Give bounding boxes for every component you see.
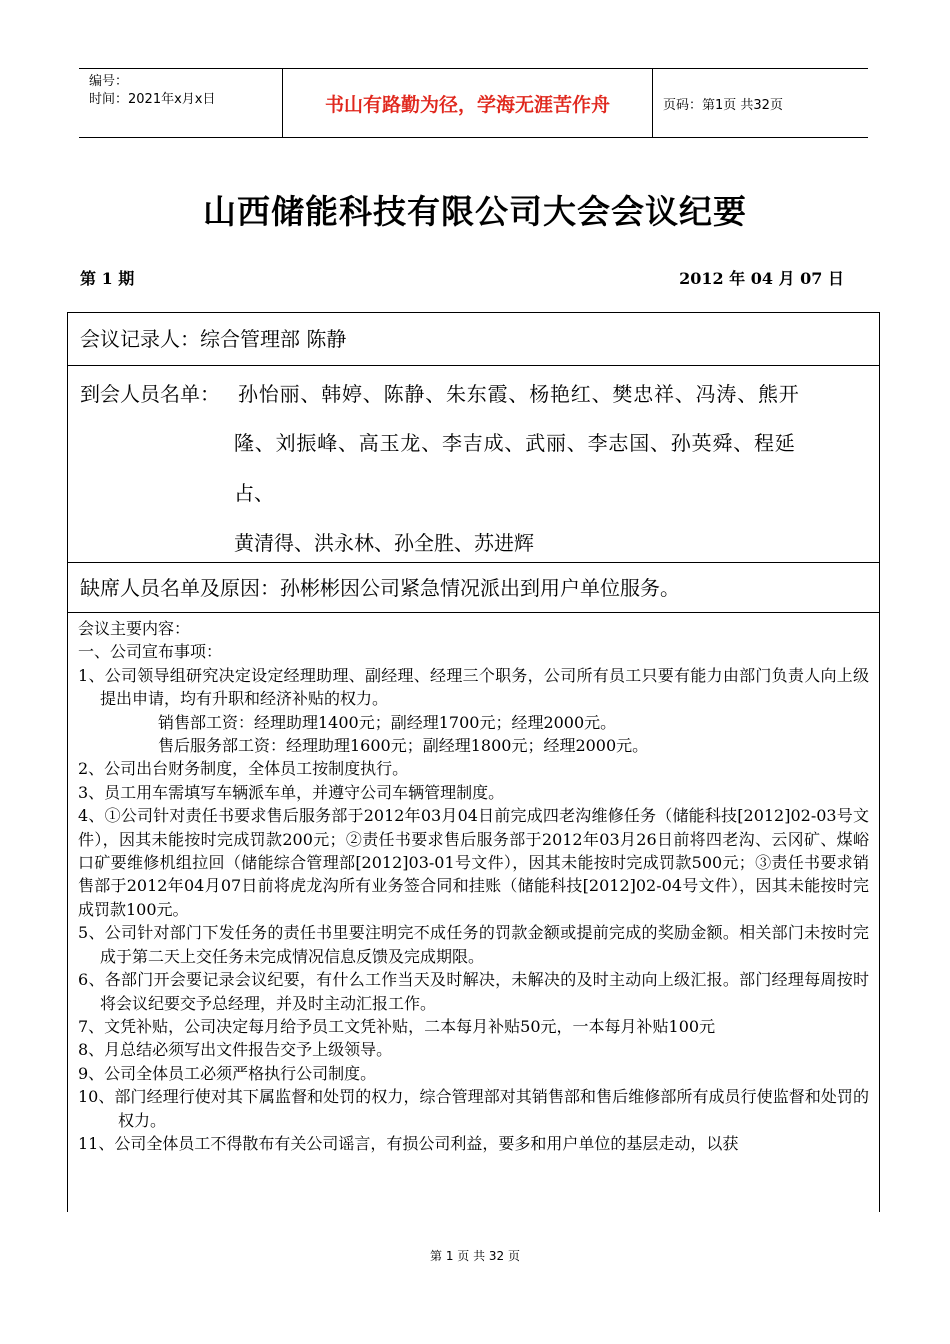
recorder-row: 会议记录人：综合管理部 陈静 — [68, 313, 879, 366]
document-number-label: 编号： — [89, 74, 129, 89]
list-item: 6、各部门开会要记录会议纪要，有什么工作当天及时解决，未解决的及时主动向上级汇报。部门经理每周按时将会议纪要交予总经理，并及时主动汇报工作。 — [78, 970, 869, 1013]
attendees-line: 黄清得、洪永林、孙全胜、苏进辉 — [234, 531, 534, 555]
meeting-content — [68, 613, 879, 1213]
list-item: 2、公司出台财务制度，全体员工按制度执行。 — [78, 759, 409, 779]
section-heading: 一、公司宣布事项： — [78, 642, 223, 662]
issue-number: 第 1 期 — [80, 269, 135, 288]
list-item: 10、部门经理行使对其下属监督和处罚的权力，综合管理部对其销售部和售后维修部所有成员行使监督和处罚的权力。 — [78, 1087, 869, 1130]
attendees-line: 孙怡丽、韩婷、陈静、朱东霞、杨艳红、樊忠祥、冯涛、熊开 — [238, 382, 800, 406]
header-meta — [79, 69, 282, 137]
list-item: 3、员工用车需填写车辆派车单，并遵守公司车辆管理制度。 — [78, 782, 505, 802]
list-item: 11、公司全体员工不得散布有关公司谣言，有损公司利益，要多和用户单位的基层走动，以获 — [78, 1133, 739, 1153]
list-item: 4、①公司针对责任书要求售后服务部于2012年03月04日前完成四老沟维修任务（储能科技[2012]02-03号文件），因其未能按时完成罚款200元；②责任书要求售后服务部于2012年03月26日前将四老沟、云冈矿、煤峪口矿要维修机组拉回（储能综合管理部[2012]03-01号文件），因其未能按时完成罚款500元；③责任书要求销售部于2012年04月07日前将虎龙沟所有业务签合同和挂账（储能科技[2012]02-04号文件），因其未能按时完成罚款100元。 — [78, 806, 869, 919]
minutes-table — [67, 312, 880, 1212]
header-page-label: 页码：第1页 共32页 — [663, 97, 783, 113]
list-item: 8、月总结必须写出文件报告交予上级领导。 — [78, 1040, 393, 1060]
page-header — [79, 68, 868, 138]
header-motto: 书山有路勤为径，学海无涯苦作舟 — [282, 69, 653, 137]
attendees-line: 占、 — [234, 481, 274, 505]
meeting-date: 2012 年 04 月 07 日 — [679, 269, 844, 288]
document-title: 山西储能科技有限公司大会会议纪要 — [203, 192, 747, 231]
list-item: 5、公司针对部门下发任务的责任书里要注明完不成任务的罚款金额或提前完成的奖励金额。相关部门未按时完成于第二天上交任务未完成情况信息反馈及完成期限。 — [78, 923, 869, 966]
page-footer: 第 1 页 共 32 页 — [430, 1249, 520, 1263]
absentees-row: 缺席人员名单及原因：孙彬彬因公司紧急情况派出到用户单位服务。 — [68, 563, 879, 613]
list-item: 1、公司领导组研究决定设定经理助理、副经理、经理三个职务，公司所有员工只要有能力由部门负责人向上级提出申请，均有升职和经济补贴的权力。 — [78, 665, 869, 709]
attendees-row — [68, 366, 879, 563]
attendees-line: 隆、刘振峰、高玉龙、李吉成、武丽、李志国、孙英舜、程延 — [234, 431, 796, 455]
list-item: 9、公司全体员工必须严格执行公司制度。 — [78, 1063, 377, 1083]
service-wage-line: 售后服务部工资：经理助理1600元；副经理1800元；经理2000元。 — [158, 736, 649, 756]
list-item: 7、文凭补贴，公司决定每月给予员工文凭补贴，二本每月补贴50元，一本每月补贴100元 — [78, 1016, 716, 1036]
attendees-label: 到会人员名单： — [80, 382, 220, 406]
sales-wage-line: 销售部工资：经理助理1400元；副经理1700元；经理2000元。 — [158, 712, 617, 732]
document-time-label: 时间：2021年x月x日 — [89, 92, 216, 107]
content-heading: 会议主要内容： — [78, 619, 191, 638]
